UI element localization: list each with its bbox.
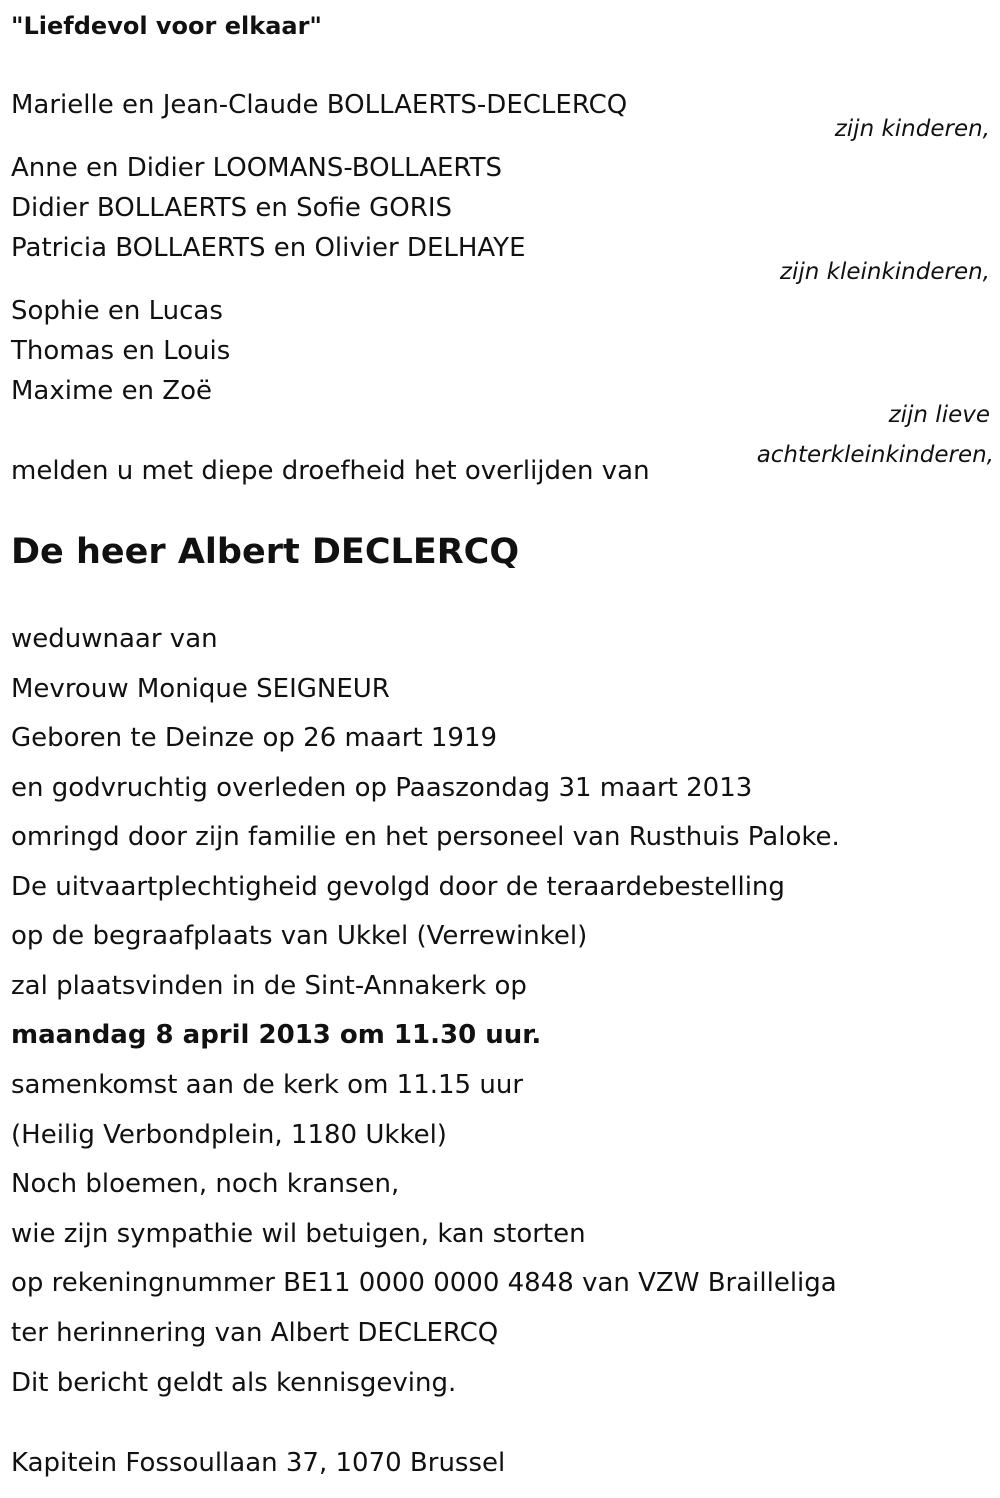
- detail-line: (Heilig Verbondplein, 1180 Ukkel): [11, 1120, 447, 1150]
- deceased-name: De heer Albert DECLERCQ: [11, 532, 520, 572]
- great-grandchildren-name: Maxime en Zoë: [11, 376, 213, 406]
- detail-line: Mevrouw Monique SEIGNEUR: [11, 674, 390, 704]
- great-grandchildren-name: Sophie en Lucas: [11, 296, 223, 326]
- detail-line: Noch bloemen, noch kransen,: [11, 1169, 400, 1199]
- grandchildren-name: Didier BOLLAERTS en Sofie GORIS: [11, 193, 453, 223]
- detail-line: zal plaatsvinden in de Sint-Annakerk op: [11, 971, 527, 1001]
- ceremony-datetime: maandag 8 april 2013 om 11.30 uur.: [11, 1020, 542, 1050]
- detail-line: Dit bericht geldt als kennisgeving.: [11, 1368, 457, 1398]
- detail-line: Geboren te Deinze op 26 maart 1919: [11, 723, 498, 753]
- detail-line: omringd door zijn familie en het personeel van Rusthuis Paloke.: [11, 822, 840, 852]
- detail-line: wie zijn sympathie wil betuigen, kan storten: [11, 1219, 586, 1249]
- detail-line: op de begraafplaats van Ukkel (Verrewinkel): [11, 921, 588, 951]
- grandchildren-name: Patricia BOLLAERTS en Olivier DELHAYE: [11, 233, 526, 263]
- great-grandchildren-role: zijn lieve: [888, 402, 990, 428]
- grandchildren-name: Anne en Didier LOOMANS-BOLLAERTS: [11, 153, 502, 183]
- detail-line: op rekeningnummer BE11 0000 0000 4848 van VZW Brailleliga: [11, 1268, 837, 1298]
- grandchildren-role: zijn kleinkinderen,: [779, 259, 990, 285]
- motto: "Liefdevol voor elkaar": [11, 12, 322, 40]
- detail-line: De uitvaartplechtigheid gevolgd door de teraardebestelling: [11, 872, 785, 902]
- detail-line: weduwnaar van: [11, 624, 218, 654]
- address: Kapitein Fossoullaan 37, 1070 Brussel: [11, 1448, 506, 1478]
- announcement: melden u met diepe droefheid het overlijden van: [11, 456, 650, 486]
- detail-line: en godvruchtig overleden op Paaszondag 31 maart 2013: [11, 773, 753, 803]
- children-role: zijn kinderen,: [834, 116, 990, 142]
- detail-line: ter herinnering van Albert DECLERCQ: [11, 1318, 499, 1348]
- children-name: Marielle en Jean-Claude BOLLAERTS-DECLERCQ: [11, 90, 628, 120]
- detail-line: samenkomst aan de kerk om 11.15 uur: [11, 1070, 524, 1100]
- great-grandchildren-name: Thomas en Louis: [11, 336, 231, 366]
- great-grandchildren-role: achterkleinkinderen,: [756, 442, 994, 468]
